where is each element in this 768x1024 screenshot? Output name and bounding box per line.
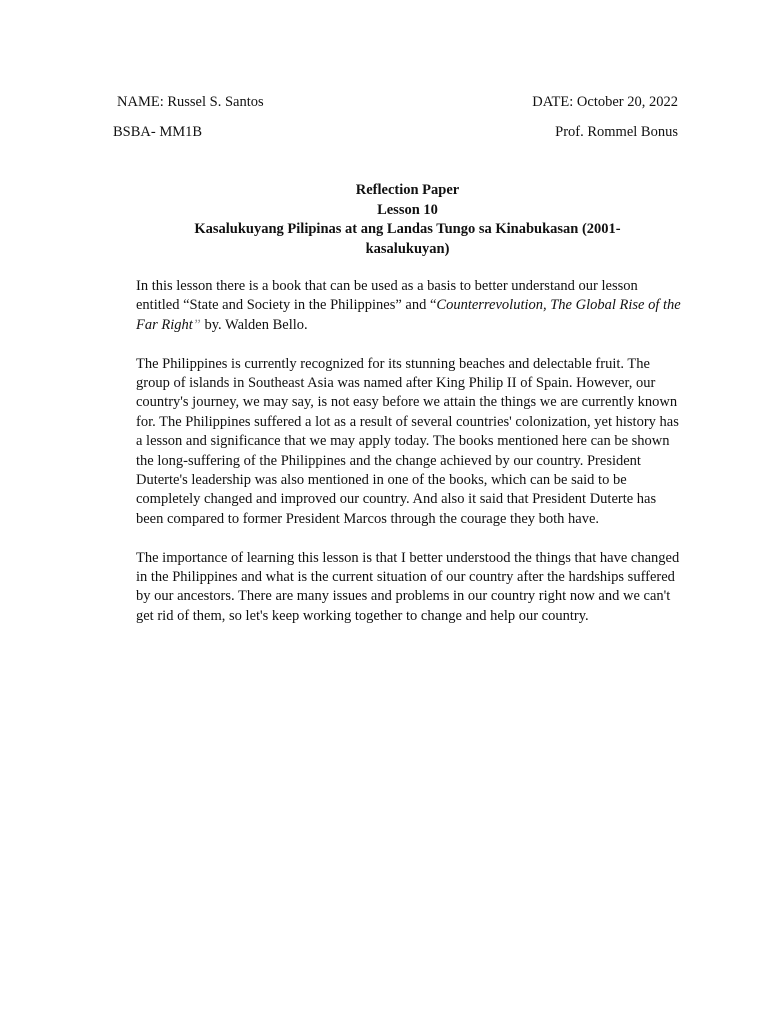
paper-date: DATE: October 20, 2022 xyxy=(532,94,678,110)
title-block xyxy=(150,181,665,259)
paragraph-1-text-b: by. Walden Bello. xyxy=(200,316,308,333)
student-name: NAME: Russel S. Santos xyxy=(117,94,264,110)
paragraph-3: The importance of learning this lesson is that I better understood the things that have changed in the Philippines and what is the current situation of our country after the hardships suffered by our ancestors. There are many issues and problems in our country right now and we can't get rid of them, so let's keep working together to change and help our country. xyxy=(136,549,680,624)
header-row-2 xyxy=(113,123,678,141)
book-title-italic: Counterrevolution, The Global Rise of the Far Right xyxy=(136,297,681,333)
lesson-title-line-2: kasalukuyan) xyxy=(365,240,450,257)
paragraph-1 xyxy=(136,277,684,335)
course-section: BSBA- MM1B xyxy=(113,124,203,140)
paper-title: Reflection Paper xyxy=(355,182,460,198)
professor-name: Prof. Rommel Bonus xyxy=(555,124,678,140)
closing-quote: ” xyxy=(192,316,201,333)
paragraph-1-text-a: In this lesson there is a book that can be used as a basis to better understand our lesson entitled “State and Society in the Philippines” and “ xyxy=(136,278,638,314)
paragraph-2: The Philippines is currently recognized for its stunning beaches and delectable fruit. The group of islands in Southeast Asia was named after King Philip II of Spain. However, our country's journey, we may say, is not easy before we attain the things we are currently known for. The Philippines suffered a lot as a result of several countries' colonization, yet history has a lesson and significance that we may apply today. The books mentioned here can be shown the long-suffering of the Philippines and the change achieved by our country. President Duterte's leadership was also mentioned in one of the books, which can be said to be completely changed and improved our country. And also it said that President Duterte has been compared to former President Marcos through the courage they both have. xyxy=(136,355,679,527)
header-row-1 xyxy=(113,93,678,111)
lesson-title-line-1: Kasalukuyang Pilipinas at ang Landas Tungo sa Kinabukasan (2001- xyxy=(194,221,621,237)
lesson-number: Lesson 10 xyxy=(377,201,438,218)
body-text xyxy=(136,277,684,646)
